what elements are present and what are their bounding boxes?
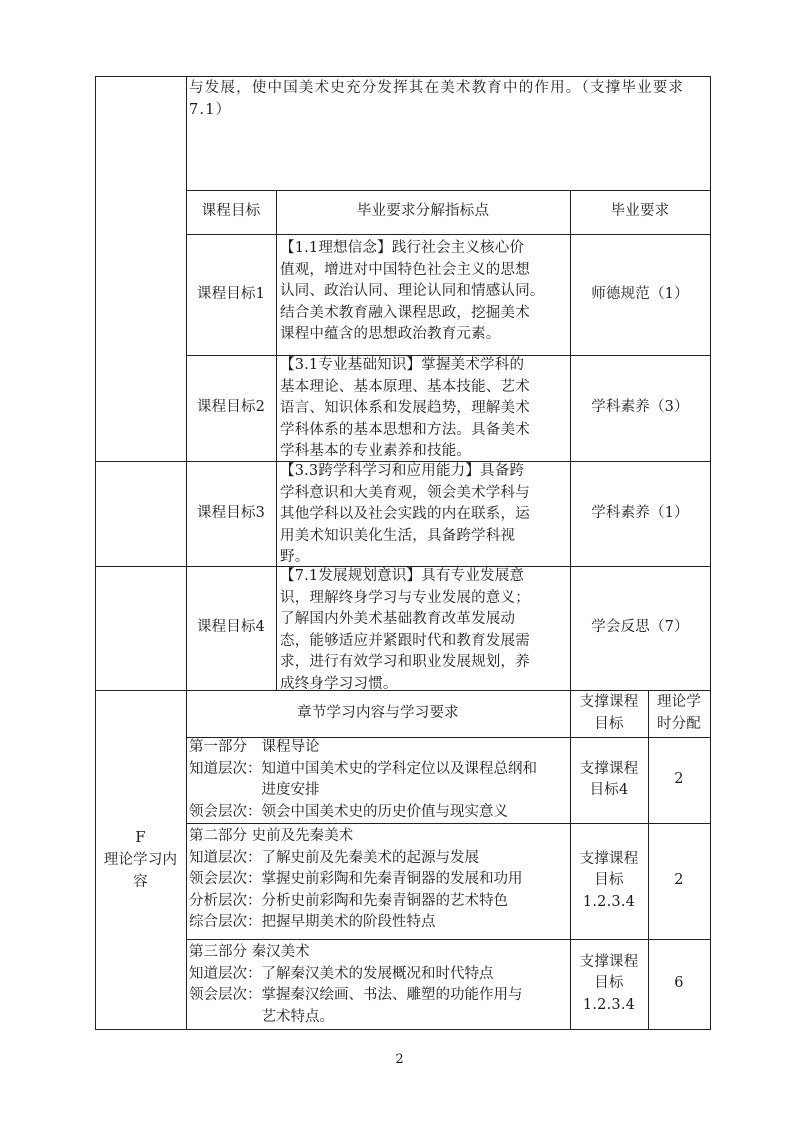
chapter-support: 支撑课程 目标4: [579, 760, 639, 798]
content-header-title: 章节学习内容与学习要求: [297, 704, 459, 721]
chapter-content: 第三部分 秦汉美术 知道层次：了解秦汉美术的发展概况和时代特点 领会层次：掌握秦汉绘画、书法、雕塑的功能作用与 艺术特点。: [189, 944, 523, 1025]
table-right-border: [710, 76, 711, 1030]
chapter-hours: 2: [674, 872, 684, 889]
section-f-label: F 理论学习内 容: [103, 829, 178, 890]
objective-requirement: 学会反思（7）: [591, 619, 689, 636]
objective-requirement: 学科素养（3）: [591, 399, 689, 416]
objective-indicator: 【3.1专业基础知识】掌握美术学科的 基本理论、基本原理、基本技能、艺术 语言、知识体系和发展趋势，理解美术 学科体系的基本思想和方法。具备美术 学科基本的专业素养和技能。: [280, 357, 530, 459]
objectives-col-divider-1: [276, 190, 277, 691]
objective-indicator: 【1.1理想信念】践行社会主义核心价 值观，增进对中国特色社会主义的思想 认同、政治认同、理论认同和情感认同。 结合美术教育融入课程思政，挖掘美术 课程中蕴含的思想政治教育元素。: [280, 240, 545, 342]
content-header-hours: 理论学 时分配: [656, 694, 702, 732]
chapter-hours: 6: [674, 975, 684, 992]
chapter-content: 第一部分 课程导论 知道层次：知道中国美术史的学科定位以及课程总纲和 进度安排 领会层次：领会中国美术史的历史价值与现实意义: [189, 739, 537, 820]
objective-goal: 课程目标3: [196, 504, 266, 521]
objectives-header-goal: 课程目标: [201, 203, 261, 220]
page-number: 2: [395, 1052, 404, 1067]
objective-goal: 课程目标1: [196, 285, 266, 302]
chapter-support: 支撑课程 目标 1.2.3.4: [579, 850, 639, 910]
objective-goal: 课程目标4: [196, 619, 266, 636]
objective-goal: 课程目标2: [196, 399, 266, 416]
intro-text: 与发展，使中国美术史充分发挥其在美术教育中的作用。（支撑毕业要求 7.1）: [189, 80, 685, 118]
content-header-support: 支撑课程 目标: [579, 694, 639, 732]
table-top-border: [95, 76, 711, 77]
objective-requirement: 师德规范（1）: [591, 285, 689, 302]
objectives-header-requirement: 毕业要求: [610, 203, 670, 220]
objective-indicator: 【3.3跨学科学习和应用能力】具备跨 学科意识和大美育观，领会美术学科与 其他学科以及社会实践的内在联系，运 用美术知识美化生活，具备跨学科视 野。: [280, 463, 530, 565]
table-bottom-border: [95, 1029, 711, 1030]
objective-indicator: 【7.1发展规划意识】具有专业发展意 识，理解终身学习与专业发展的意义； 了解国内外美术基础教育改革发展动 态，能够适应并紧跟时代和教育发展需 求，进行有效学习和职业发展规划，养 成终身学习习惯。: [280, 568, 530, 692]
objective-requirement: 学科素养（1）: [591, 504, 689, 521]
objectives-header-indicator: 毕业要求分解指标点: [356, 203, 490, 220]
chapter-content: 第二部分 史前及先秦美术 知道层次：了解史前及先秦美术的起源与发展 领会层次：掌握史前彩陶和先秦青铜器的发展和功用 分析层次：分析史前彩陶和先秦青铜器的艺术特色 综合层次：把握早期美术的阶段性特点: [189, 828, 523, 930]
chapter-hours: 2: [674, 771, 684, 788]
chapter-support: 支撑课程 目标 1.2.3.4: [579, 953, 639, 1013]
